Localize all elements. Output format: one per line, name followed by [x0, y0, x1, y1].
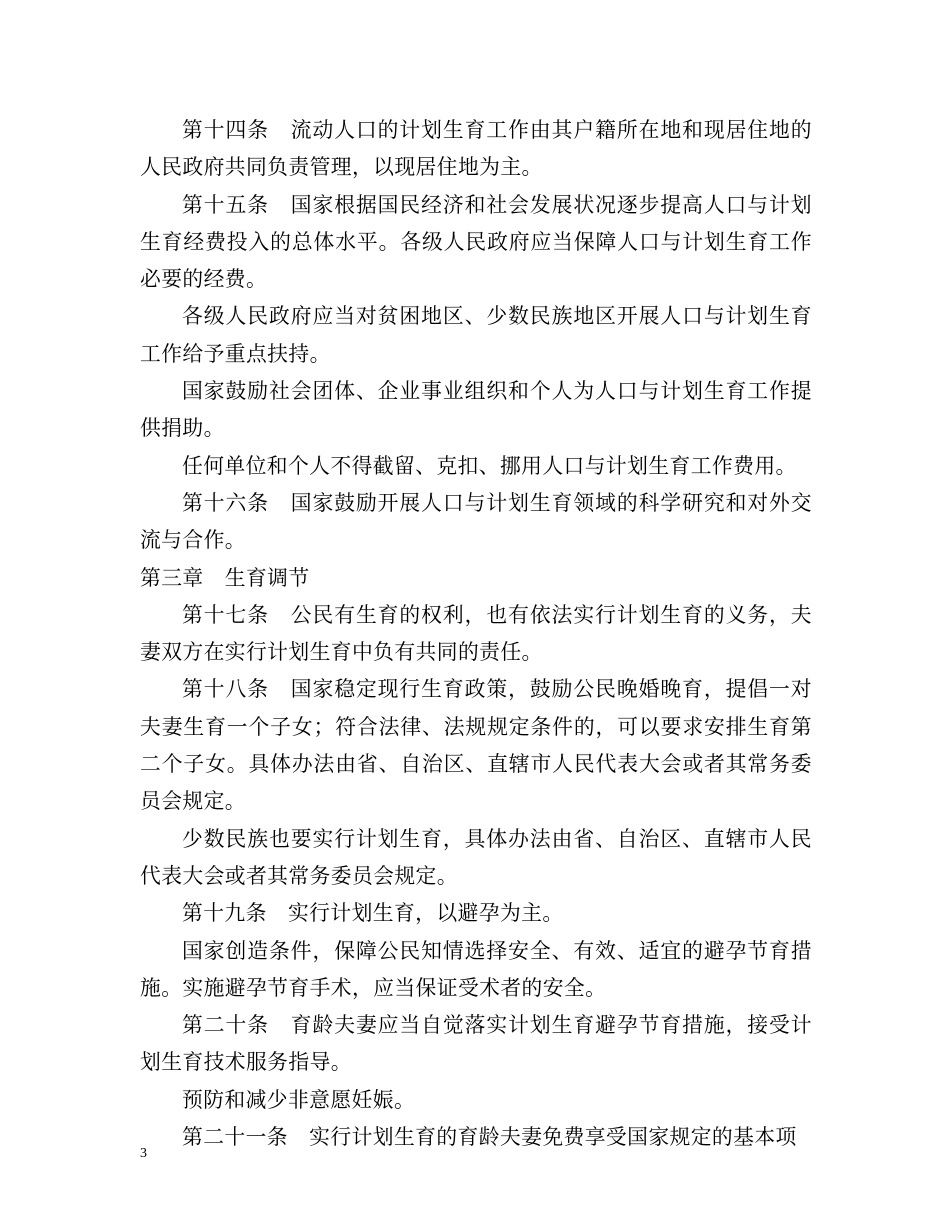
article-15-clause-4: 任何单位和个人不得截留、克扣、挪用人口与计划生育工作费用。	[182, 453, 797, 478]
article-15-paragraph: 第十五条 国家根据国民经济和社会发展状况逐步提高人口与计划生育经费投入的总体水平。各级人民政府应当保障人口与计划生育工作必要的经费。	[140, 192, 812, 292]
chapter-3-heading: 第三章 生育调节	[140, 565, 310, 590]
article-20-paragraph: 第二十条 育龄夫妻应当自觉落实计划生育避孕节育措施，接受计划生育技术服务指导。	[140, 1013, 812, 1075]
article-21-paragraph: 第二十一条 实行计划生育的育龄夫妻免费享受国家规定的基本项	[182, 1125, 797, 1150]
article-15-clause-3: 国家鼓励社会团体、企业事业组织和个人为人口与计划生育工作提供捐助。	[140, 379, 812, 441]
page-number: 3	[140, 1146, 147, 1161]
article-19-paragraph: 第十九条 实行计划生育，以避孕为主。	[182, 901, 564, 926]
article-16-paragraph: 第十六条 国家鼓励开展人口与计划生育领域的科学研究和对外交流与合作。	[140, 490, 812, 553]
article-15-clause-2: 各级人民政府应当对贫困地区、少数民族地区开展人口与计划生育工作给予重点扶持。	[140, 304, 812, 366]
article-19-clause-2: 国家创造条件，保障公民知情选择安全、有效、适宜的避孕节育措施。实施避孕节育手术，应当保证受术者的安全。	[140, 938, 812, 1000]
article-20-clause-2: 预防和减少非意愿妊娠。	[182, 1087, 416, 1112]
article-18-clause-2: 少数民族也要实行计划生育，具体办法由省、自治区、直辖市人民代表大会或者其常务委员会规定。	[140, 826, 812, 888]
article-17-paragraph: 第十七条 公民有生育的权利，也有依法实行计划生育的义务，夫妻双方在实行计划生育中负有共同的责任。	[140, 602, 812, 665]
document-body	[140, 112, 812, 1156]
article-14-paragraph: 第十四条 流动人口的计划生育工作由其户籍所在地和现居住地的人民政府共同负责管理，以现居住地为主。	[140, 118, 812, 180]
article-18-paragraph: 第十八条 国家稳定现行生育政策，鼓励公民晚婚晚育，提倡一对夫妻生育一个子女；符合法律、法规规定条件的，可以要求安排生育第二个子女。具体办法由省、自治区、直辖市人民代表大会或者其常务委员会规定。	[140, 677, 812, 814]
